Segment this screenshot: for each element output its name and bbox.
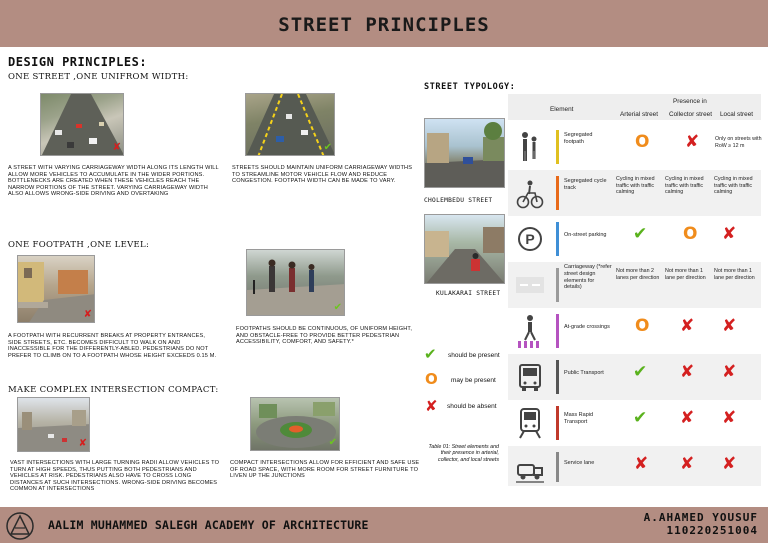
row-color-bar bbox=[556, 406, 559, 440]
svg-text:P: P bbox=[525, 231, 535, 247]
row-color-bar bbox=[556, 176, 559, 210]
legend-label-may-be-present: may be present bbox=[451, 377, 496, 384]
row-label: Segregated footpath bbox=[564, 132, 593, 145]
caption-compact-intersection: COMPACT INTERSECTIONS ALLOW FOR EFFICIENT AND SAFE USE OF ROAD SPACE, WITH MORE ROOM FOR STREET FURNITURE TO LIVEN UP THE JUNCTIONS bbox=[230, 460, 420, 480]
row-color-bar bbox=[556, 360, 559, 394]
academy-logo-icon bbox=[6, 512, 34, 540]
cell-arterial: Cycling in mixed traffic with traffic calming bbox=[616, 176, 655, 196]
cell-local-absent: ✘ bbox=[722, 362, 737, 382]
cell-collector-absent: ✘ bbox=[680, 362, 695, 382]
row-color-bar bbox=[556, 314, 559, 348]
design-principles-heading: DESIGN PRINCIPLES: bbox=[8, 55, 148, 69]
check-mark-icon: ✔ bbox=[328, 437, 337, 448]
table-row bbox=[508, 446, 761, 486]
row-color-bar bbox=[556, 130, 559, 164]
table-header-presence: Presence in bbox=[673, 98, 707, 105]
service-lane-icon bbox=[516, 451, 544, 487]
cell-arterial-absent: ✘ bbox=[634, 454, 649, 474]
cell-collector-absent: ✘ bbox=[680, 454, 695, 474]
bus-icon bbox=[516, 359, 544, 395]
legend-label-present: should be present bbox=[448, 352, 500, 359]
cell-local: Not more than 1 lane per direction bbox=[714, 268, 755, 281]
caption-varying-width: A STREET WITH VARYING CARRIAGEWAY WIDTH ALONG ITS LENGTH WILL ALLOW MORE VEHICLES TO ACCUMULATE IN THE WIDER PORTIONS. BOTTLENECKS ARE CREATED WHEN THESE VEHICLES REACH THE NARROW PORTIONS OF THE STREET. VARYING CARRIAGEWAY WIDTH ALSO ALLOWS WRONG-SIDE DRIVING AND OVERTAKING bbox=[8, 165, 219, 198]
x-mark-icon: ✘ bbox=[83, 309, 92, 320]
caption-broken-footpath: A FOOTPATH WITH RECURRENT BREAKS AT PROPERTY ENTRANCES, SIDE STREETS, ETC. BECOMES DIFFICULT TO WALK ON AND INACCESSIBLE FOR THE DIFFERENTLY-ABLED. PEDESTRIANS DO NOT PREFER TO CLIMB ON TO A FOOTPATH WHOSE HEIGHT EXCEEDS 0.15 M. bbox=[8, 333, 217, 359]
cell-arterial-present: ✔ bbox=[633, 408, 648, 428]
cell-collector-absent: ✘ bbox=[685, 132, 700, 152]
bicycle-icon bbox=[516, 175, 544, 211]
street-name-kulakarai: KULAKARAI STREET bbox=[436, 290, 501, 297]
table-row bbox=[508, 124, 761, 170]
row-label: Service lane bbox=[564, 460, 595, 466]
student-id: 110220251004 bbox=[666, 524, 758, 537]
photo-vast-intersection bbox=[17, 397, 90, 452]
train-icon bbox=[516, 405, 544, 441]
caption-uniform-width: STREETS SHOULD MAINTAIN UNIFORM CARRIAGEWAY WIDTHS TO STREAMLINE MOTOR VEHICLE FLOW AND REDUCE CONGESTION. FOOTPATH WIDTH CAN BE MADE TO VARY. bbox=[232, 165, 413, 185]
pedestrian-icon bbox=[516, 129, 544, 165]
table-row bbox=[508, 354, 761, 400]
section-heading-uniform-width: ONE STREET ,ONE UNIFROM WIDTH: bbox=[8, 72, 189, 82]
street-typology-heading: STREET TYPOLOGY: bbox=[424, 82, 516, 92]
table-row bbox=[508, 308, 761, 354]
table-row bbox=[508, 170, 761, 216]
cell-arterial: Not more than 2 lanes per direction bbox=[616, 268, 660, 281]
row-color-bar bbox=[556, 268, 559, 302]
cell-local-absent: ✘ bbox=[722, 408, 737, 428]
row-label: Mass Rapid Transport bbox=[564, 412, 594, 425]
legend-x-icon: ✘ bbox=[425, 397, 438, 415]
cell-collector: Not more than 1 lane per direction bbox=[665, 268, 706, 281]
cell-arterial-present: ✔ bbox=[633, 362, 648, 382]
page-title: STREET PRINCIPLES bbox=[278, 14, 490, 36]
cell-collector-absent: ✘ bbox=[680, 408, 695, 428]
row-label: Segregated cycle track bbox=[564, 178, 607, 191]
check-mark-icon: ✔ bbox=[323, 142, 332, 153]
table-row bbox=[508, 400, 761, 446]
cell-arterial-may-be-present: O bbox=[635, 132, 650, 152]
table-header-element: Element bbox=[550, 106, 574, 113]
legend-check-icon: ✔ bbox=[424, 345, 437, 363]
table-caption: Table 01: Street elements and their presence in arterial, collector, and local streets bbox=[428, 444, 499, 463]
cell-local-absent: ✘ bbox=[722, 454, 737, 474]
photo-broken-footpath bbox=[17, 255, 95, 323]
street-elements-table bbox=[508, 94, 761, 486]
cell-arterial-may-be-present: O bbox=[635, 316, 650, 336]
cell-local: Cycling in mixed traffic with traffic calming bbox=[714, 176, 753, 196]
photo-varying-width-street bbox=[40, 93, 124, 156]
photo-compact-intersection bbox=[250, 397, 340, 451]
cell-arterial-present: ✔ bbox=[633, 224, 648, 244]
check-mark-icon: ✔ bbox=[333, 302, 342, 313]
table-row bbox=[508, 262, 761, 308]
row-label: At-grade crossings bbox=[564, 324, 610, 330]
photo-uniform-width-street bbox=[245, 93, 335, 156]
cell-local-absent: ✘ bbox=[722, 316, 737, 336]
table-row bbox=[508, 216, 761, 262]
cell-local-note: Only on streets with RoW ≥ 12 m bbox=[715, 136, 762, 149]
photo-kulakarai-street bbox=[424, 214, 505, 284]
legend-circle-icon: O bbox=[425, 370, 438, 388]
section-heading-compact-intersection: MAKE COMPLEX INTERSECTION COMPACT: bbox=[8, 385, 219, 395]
table-header-local: Local street bbox=[720, 111, 754, 118]
cell-local-absent: ✘ bbox=[722, 224, 737, 244]
cell-collector-absent: ✘ bbox=[680, 316, 695, 336]
caption-vast-intersection: VAST INTERSECTIONS WITH LARGE TURNING RADII ALLOW VEHICLES TO TURN AT HIGH SPEEDS, THUS PUTTING BOTH PEDESTRIANS AND VEHICLES AT RISK. PEDESTRIANS ALSO HAVE TO CROSS LONG DISTANCES AT SUCH INTERSECTIONS. WRONG-SIDE DRIVING BECOMES COMMON AT INTERSECTIONS bbox=[10, 460, 220, 493]
photo-continuous-footpath bbox=[246, 249, 345, 316]
row-label: Carriageway (*refer street design elements for details) bbox=[564, 264, 612, 291]
academy-name: AALIM MUHAMMED SALEGH ACADEMY OF ARCHITECTURE bbox=[48, 518, 369, 532]
section-heading-footpath-level: ONE FOOTPATH ,ONE LEVEL: bbox=[8, 240, 150, 250]
row-color-bar bbox=[556, 452, 559, 482]
street-name-cholembedu: CHOLEMBEDU STREET bbox=[424, 197, 493, 204]
cell-collector-may-be-present: O bbox=[683, 224, 698, 244]
crossing-icon bbox=[516, 313, 544, 349]
carriageway-icon bbox=[516, 267, 544, 303]
row-label: On-street parking bbox=[564, 232, 607, 238]
cell-collector: Cycling in mixed traffic with traffic calming bbox=[665, 176, 704, 196]
caption-continuous-footpath: FOOTPATHS SHOULD BE CONTINUOUS, OF UNIFORM HEIGHT, AND OBSTACLE-FREE TO PROVIDE BETTER PEDESTRIAN ACCESSIBILITY, COMFORT, AND SAFETY.* bbox=[236, 326, 413, 346]
photo-cholembedu-street bbox=[424, 118, 505, 188]
row-label: Public Transport bbox=[564, 370, 604, 376]
legend-label-absent: should be absent bbox=[447, 403, 497, 410]
table-header-arterial: Arterial street bbox=[620, 111, 659, 118]
row-color-bar bbox=[556, 222, 559, 256]
x-mark-icon: ✘ bbox=[78, 438, 87, 449]
parking-icon bbox=[516, 221, 544, 257]
student-info bbox=[644, 511, 758, 537]
x-mark-icon: ✘ bbox=[112, 142, 121, 153]
table-header-collector: Collector street bbox=[669, 111, 712, 118]
student-name: A.AHAMED YOUSUF bbox=[643, 511, 758, 524]
